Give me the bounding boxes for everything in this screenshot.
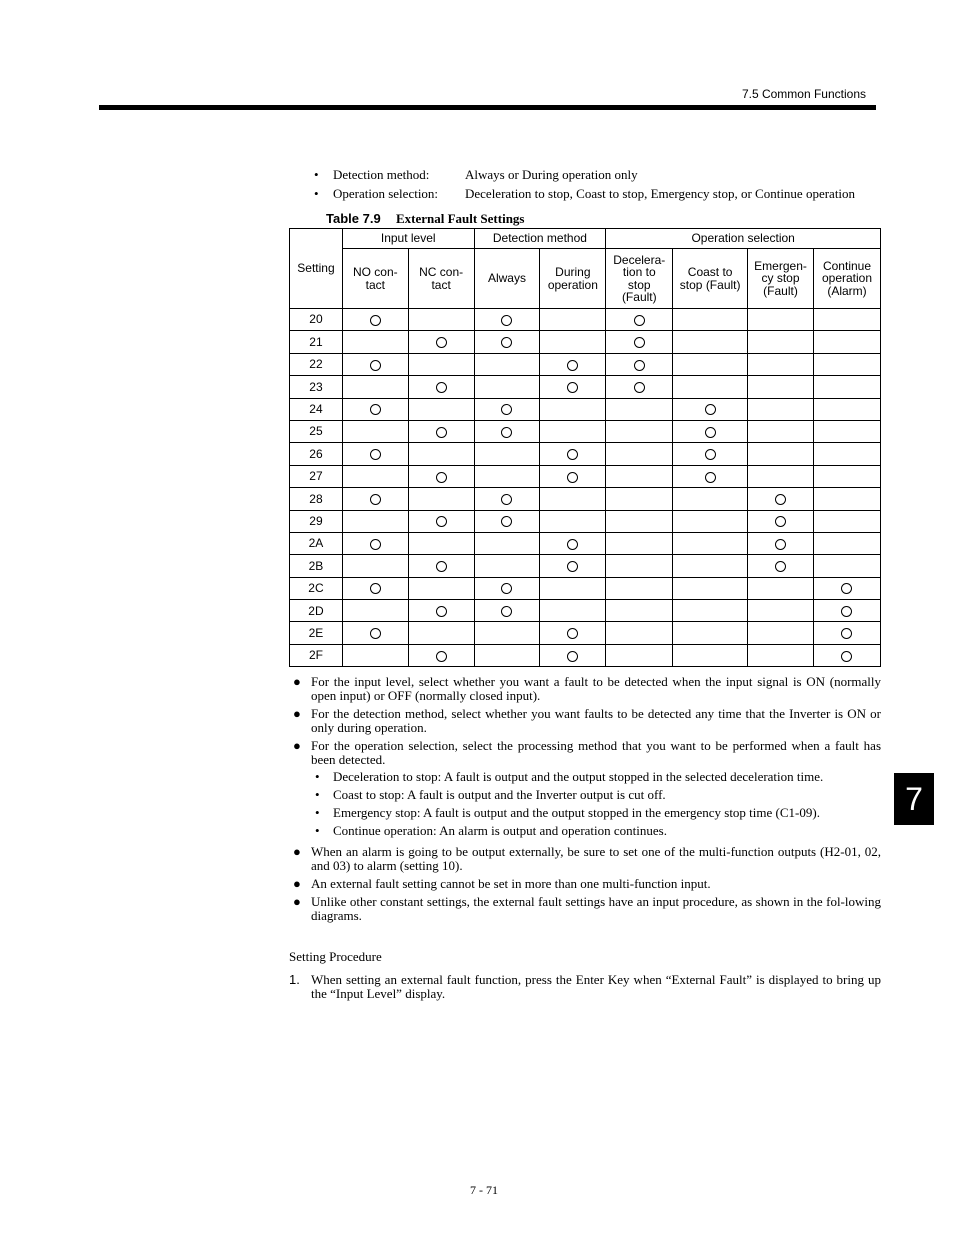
circle-mark-icon bbox=[705, 427, 716, 438]
circle-mark-icon bbox=[501, 494, 512, 505]
col-nc-contact: NC con- tact bbox=[408, 249, 474, 309]
mark-cell bbox=[606, 353, 673, 375]
circle-mark-icon bbox=[567, 628, 578, 639]
mark-cell bbox=[408, 420, 474, 442]
circle-mark-icon bbox=[436, 337, 447, 348]
bullet-dot: ● bbox=[293, 706, 301, 721]
mark-cell bbox=[748, 644, 814, 666]
note-item bbox=[289, 877, 881, 891]
setting-cell: 2E bbox=[290, 622, 343, 644]
note-item bbox=[289, 675, 881, 703]
mark-cell bbox=[606, 555, 673, 577]
circle-mark-icon bbox=[634, 360, 645, 371]
note-text: Unlike other constant settings, the external fault settings have an input procedure, as shown in the fol-lowing diagrams. bbox=[311, 894, 881, 923]
circle-mark-icon bbox=[775, 561, 786, 572]
mark-cell bbox=[813, 443, 880, 465]
sub-bullet-dot: • bbox=[315, 769, 320, 784]
mark-cell bbox=[748, 353, 814, 375]
table-row bbox=[290, 577, 881, 599]
setting-cell: 2B bbox=[290, 555, 343, 577]
circle-mark-icon bbox=[436, 427, 447, 438]
note-item bbox=[289, 707, 881, 735]
intro-value: Always or During operation only bbox=[465, 167, 638, 182]
mark-cell bbox=[342, 510, 408, 532]
circle-mark-icon bbox=[567, 449, 578, 460]
mark-cell bbox=[748, 465, 814, 487]
mark-cell bbox=[342, 331, 408, 353]
circle-mark-icon bbox=[370, 315, 381, 326]
sub-note-text: Continue operation: An alarm is output and operation continues. bbox=[333, 823, 667, 838]
circle-mark-icon bbox=[634, 337, 645, 348]
mark-cell bbox=[606, 331, 673, 353]
circle-mark-icon bbox=[501, 516, 512, 527]
intro-item-detection bbox=[314, 166, 855, 185]
mark-cell bbox=[540, 309, 606, 331]
mark-cell bbox=[408, 644, 474, 666]
circle-mark-icon bbox=[705, 404, 716, 415]
circle-mark-icon bbox=[370, 404, 381, 415]
setting-cell: 20 bbox=[290, 309, 343, 331]
circle-mark-icon bbox=[705, 449, 716, 460]
mark-cell bbox=[408, 600, 474, 622]
mark-cell bbox=[606, 376, 673, 398]
mark-cell bbox=[342, 443, 408, 465]
circle-mark-icon bbox=[436, 606, 447, 617]
col-always: Always bbox=[474, 249, 540, 309]
table-caption-number: Table 7.9 bbox=[326, 211, 381, 226]
bullet-dot: ● bbox=[293, 894, 301, 909]
mark-cell bbox=[748, 376, 814, 398]
mark-cell bbox=[540, 398, 606, 420]
group-input-level: Input level bbox=[342, 229, 474, 249]
page-number: 7 - 71 bbox=[470, 1183, 498, 1197]
table-row bbox=[290, 331, 881, 353]
mark-cell bbox=[673, 331, 748, 353]
mark-cell bbox=[540, 465, 606, 487]
circle-mark-icon bbox=[634, 315, 645, 326]
mark-cell bbox=[540, 600, 606, 622]
mark-cell bbox=[673, 420, 748, 442]
mark-cell bbox=[748, 622, 814, 644]
setting-cell: 27 bbox=[290, 465, 343, 487]
mark-cell bbox=[474, 353, 540, 375]
sub-note-item bbox=[311, 824, 881, 838]
circle-mark-icon bbox=[775, 494, 786, 505]
note-item bbox=[289, 895, 881, 923]
circle-mark-icon bbox=[705, 472, 716, 483]
circle-mark-icon bbox=[567, 651, 578, 662]
mark-cell bbox=[474, 532, 540, 554]
intro-list bbox=[314, 166, 855, 203]
sub-note-item bbox=[311, 770, 881, 784]
mark-cell bbox=[813, 398, 880, 420]
intro-key: Operation selection: bbox=[333, 185, 439, 201]
mark-cell bbox=[673, 532, 748, 554]
circle-mark-icon bbox=[567, 360, 578, 371]
circle-mark-icon bbox=[436, 472, 447, 483]
circle-mark-icon bbox=[775, 516, 786, 527]
mark-cell bbox=[606, 488, 673, 510]
mark-cell bbox=[673, 353, 748, 375]
mark-cell bbox=[748, 398, 814, 420]
setting-cell: 2A bbox=[290, 532, 343, 554]
mark-cell bbox=[408, 577, 474, 599]
circle-mark-icon bbox=[370, 360, 381, 371]
mark-cell bbox=[813, 309, 880, 331]
circle-mark-icon bbox=[841, 628, 852, 639]
setting-cell: 26 bbox=[290, 443, 343, 465]
circle-mark-icon bbox=[436, 516, 447, 527]
mark-cell bbox=[408, 331, 474, 353]
intro-key: Detection method: bbox=[333, 167, 430, 182]
mark-cell bbox=[408, 510, 474, 532]
col-coast-to-stop: Coast to stop (Fault) bbox=[673, 249, 748, 309]
mark-cell bbox=[540, 644, 606, 666]
setting-header: Setting bbox=[290, 229, 343, 309]
col-continue-operation: Continue operation (Alarm) bbox=[813, 249, 880, 309]
circle-mark-icon bbox=[370, 628, 381, 639]
mark-cell bbox=[474, 577, 540, 599]
mark-cell bbox=[474, 555, 540, 577]
mark-cell bbox=[474, 622, 540, 644]
sub-note-text: Deceleration to stop: A fault is output and the output stopped in the selected deceleration time. bbox=[333, 769, 824, 784]
mark-cell bbox=[474, 644, 540, 666]
circle-mark-icon bbox=[370, 449, 381, 460]
section-header: 7.5 Common Functions bbox=[741, 87, 866, 101]
col-no-contact: NO con- tact bbox=[342, 249, 408, 309]
mark-cell bbox=[673, 622, 748, 644]
bullet-dot: ● bbox=[293, 738, 301, 753]
sub-note-text: Coast to stop: A fault is output and the Inverter output is cut off. bbox=[333, 787, 666, 802]
mark-cell bbox=[408, 376, 474, 398]
mark-cell bbox=[748, 488, 814, 510]
mark-cell bbox=[748, 555, 814, 577]
table-row bbox=[290, 510, 881, 532]
mark-cell bbox=[540, 532, 606, 554]
mark-cell bbox=[540, 353, 606, 375]
mark-cell bbox=[748, 331, 814, 353]
mark-cell bbox=[474, 600, 540, 622]
mark-cell bbox=[748, 420, 814, 442]
table-row bbox=[290, 443, 881, 465]
table-caption bbox=[326, 211, 525, 227]
table-row bbox=[290, 600, 881, 622]
table-body bbox=[290, 309, 881, 667]
sub-bullet-dot: • bbox=[315, 805, 320, 820]
note-text: An external fault setting cannot be set in more than one multi-function input. bbox=[311, 876, 711, 891]
circle-mark-icon bbox=[567, 382, 578, 393]
circle-mark-icon bbox=[370, 583, 381, 594]
mark-cell bbox=[813, 420, 880, 442]
setting-cell: 2C bbox=[290, 577, 343, 599]
circle-mark-icon bbox=[567, 472, 578, 483]
circle-mark-icon bbox=[436, 651, 447, 662]
sub-bullet-dot: • bbox=[315, 787, 320, 802]
table-row bbox=[290, 398, 881, 420]
mark-cell bbox=[342, 555, 408, 577]
mark-cell bbox=[408, 555, 474, 577]
mark-cell bbox=[748, 309, 814, 331]
table-row bbox=[290, 532, 881, 554]
mark-cell bbox=[813, 353, 880, 375]
table-row bbox=[290, 376, 881, 398]
mark-cell bbox=[342, 644, 408, 666]
mark-cell bbox=[673, 376, 748, 398]
mark-cell bbox=[342, 532, 408, 554]
group-detection-method: Detection method bbox=[474, 229, 606, 249]
header-rule bbox=[99, 105, 876, 110]
mark-cell bbox=[474, 420, 540, 442]
table-caption-title: External Fault Settings bbox=[395, 211, 525, 226]
note-text: For the operation selection, select the processing method that you want to be performed when a fault has been detected. bbox=[311, 738, 881, 767]
col-emergency-stop: Emergen- cy stop (Fault) bbox=[748, 249, 814, 309]
bullet-dot: ● bbox=[293, 674, 301, 689]
mark-cell bbox=[408, 398, 474, 420]
mark-cell bbox=[813, 644, 880, 666]
mark-cell bbox=[408, 465, 474, 487]
mark-cell bbox=[606, 600, 673, 622]
bullet-dot: • bbox=[314, 167, 319, 182]
bullet-dot: ● bbox=[293, 876, 301, 891]
setting-cell: 29 bbox=[290, 510, 343, 532]
setting-cell: 2D bbox=[290, 600, 343, 622]
table-row bbox=[290, 309, 881, 331]
mark-cell bbox=[813, 488, 880, 510]
mark-cell bbox=[673, 555, 748, 577]
note-item bbox=[289, 845, 881, 873]
mark-cell bbox=[408, 309, 474, 331]
circle-mark-icon bbox=[501, 337, 512, 348]
procedure-step bbox=[289, 973, 881, 1001]
group-operation-selection: Operation selection bbox=[606, 229, 881, 249]
mark-cell bbox=[342, 353, 408, 375]
mark-cell bbox=[342, 488, 408, 510]
setting-cell: 22 bbox=[290, 353, 343, 375]
table-row bbox=[290, 644, 881, 666]
table-row bbox=[290, 465, 881, 487]
mark-cell bbox=[474, 465, 540, 487]
mark-cell bbox=[606, 465, 673, 487]
setting-cell: 21 bbox=[290, 331, 343, 353]
mark-cell bbox=[813, 555, 880, 577]
mark-cell bbox=[540, 577, 606, 599]
mark-cell bbox=[748, 532, 814, 554]
intro-item-operation bbox=[314, 185, 855, 204]
mark-cell bbox=[342, 600, 408, 622]
mark-cell bbox=[474, 331, 540, 353]
circle-mark-icon bbox=[567, 539, 578, 550]
mark-cell bbox=[474, 376, 540, 398]
setting-cell: 2F bbox=[290, 644, 343, 666]
mark-cell bbox=[342, 309, 408, 331]
col-during-operation: During operation bbox=[540, 249, 606, 309]
circle-mark-icon bbox=[501, 315, 512, 326]
circle-mark-icon bbox=[841, 651, 852, 662]
mark-cell bbox=[540, 376, 606, 398]
col-decel-to-stop: Decelera- tion to stop (Fault) bbox=[606, 249, 673, 309]
mark-cell bbox=[540, 510, 606, 532]
intro-value: Deceleration to stop, Coast to stop, Emergency stop, or Continue operation bbox=[465, 185, 856, 201]
mark-cell bbox=[813, 622, 880, 644]
mark-cell bbox=[673, 577, 748, 599]
mark-cell bbox=[606, 443, 673, 465]
note-text: For the detection method, select whether you want faults to be detected any time that the Inverter is ON or only during operation. bbox=[311, 706, 881, 735]
mark-cell bbox=[474, 443, 540, 465]
mark-cell bbox=[474, 309, 540, 331]
mark-cell bbox=[606, 398, 673, 420]
bullet-dot: ● bbox=[293, 844, 301, 859]
circle-mark-icon bbox=[634, 382, 645, 393]
circle-mark-icon bbox=[370, 539, 381, 550]
mark-cell bbox=[474, 510, 540, 532]
circle-mark-icon bbox=[841, 606, 852, 617]
sub-note-text: Emergency stop: A fault is output and the output stopped in the emergency stop time (C1-09). bbox=[333, 805, 820, 820]
sub-note-item bbox=[311, 788, 881, 802]
mark-cell bbox=[342, 376, 408, 398]
step-number: 1. bbox=[289, 972, 300, 987]
mark-cell bbox=[606, 309, 673, 331]
step-text: When setting an external fault function, press the Enter Key when “External Fault” is displayed to bring up the “Input Level” display. bbox=[311, 972, 881, 1001]
chapter-tab: 7 bbox=[894, 773, 934, 825]
circle-mark-icon bbox=[501, 606, 512, 617]
mark-cell bbox=[474, 488, 540, 510]
mark-cell bbox=[673, 465, 748, 487]
mark-cell bbox=[748, 510, 814, 532]
mark-cell bbox=[408, 488, 474, 510]
mark-cell bbox=[813, 532, 880, 554]
mark-cell bbox=[606, 532, 673, 554]
mark-cell bbox=[540, 443, 606, 465]
mark-cell bbox=[540, 622, 606, 644]
mark-cell bbox=[540, 488, 606, 510]
mark-cell bbox=[474, 398, 540, 420]
mark-cell bbox=[813, 577, 880, 599]
mark-cell bbox=[813, 331, 880, 353]
mark-cell bbox=[673, 488, 748, 510]
mark-cell bbox=[342, 465, 408, 487]
mark-cell bbox=[540, 420, 606, 442]
table-row bbox=[290, 488, 881, 510]
mark-cell bbox=[606, 510, 673, 532]
circle-mark-icon bbox=[370, 494, 381, 505]
note-item bbox=[289, 739, 881, 767]
mark-cell bbox=[408, 622, 474, 644]
setting-cell: 28 bbox=[290, 488, 343, 510]
note-text: When an alarm is going to be output externally, be sure to set one of the multi-function outputs (H2-01, 02, and 03) to alarm (setting 10). bbox=[311, 844, 881, 873]
mark-cell bbox=[342, 398, 408, 420]
sub-note-item bbox=[311, 806, 881, 820]
circle-mark-icon bbox=[567, 561, 578, 572]
circle-mark-icon bbox=[501, 404, 512, 415]
mark-cell bbox=[673, 510, 748, 532]
table-row bbox=[290, 622, 881, 644]
table-row bbox=[290, 555, 881, 577]
table-row bbox=[290, 353, 881, 375]
mark-cell bbox=[606, 644, 673, 666]
mark-cell bbox=[342, 420, 408, 442]
mark-cell bbox=[342, 622, 408, 644]
mark-cell bbox=[342, 577, 408, 599]
mark-cell bbox=[408, 532, 474, 554]
mark-cell bbox=[813, 376, 880, 398]
circle-mark-icon bbox=[841, 583, 852, 594]
setting-cell: 25 bbox=[290, 420, 343, 442]
mark-cell bbox=[408, 353, 474, 375]
mark-cell bbox=[813, 465, 880, 487]
setting-cell: 24 bbox=[290, 398, 343, 420]
procedure-heading: Setting Procedure bbox=[289, 949, 382, 964]
mark-cell bbox=[606, 622, 673, 644]
mark-cell bbox=[748, 443, 814, 465]
mark-cell bbox=[540, 331, 606, 353]
mark-cell bbox=[673, 600, 748, 622]
mark-cell bbox=[408, 443, 474, 465]
mark-cell bbox=[606, 577, 673, 599]
notes-list bbox=[289, 675, 881, 927]
mark-cell bbox=[748, 577, 814, 599]
setting-cell: 23 bbox=[290, 376, 343, 398]
mark-cell bbox=[673, 398, 748, 420]
mark-cell bbox=[540, 555, 606, 577]
circle-mark-icon bbox=[501, 427, 512, 438]
external-fault-table bbox=[289, 228, 881, 667]
circle-mark-icon bbox=[436, 561, 447, 572]
circle-mark-icon bbox=[501, 583, 512, 594]
mark-cell bbox=[813, 600, 880, 622]
mark-cell bbox=[748, 600, 814, 622]
circle-mark-icon bbox=[436, 382, 447, 393]
bullet-dot: • bbox=[314, 185, 319, 201]
table-row bbox=[290, 420, 881, 442]
sub-bullet-dot: • bbox=[315, 823, 320, 838]
mark-cell bbox=[673, 443, 748, 465]
circle-mark-icon bbox=[775, 539, 786, 550]
mark-cell bbox=[673, 309, 748, 331]
note-text: For the input level, select whether you want a fault to be detected when the input signal is ON (normally open input) or OFF (normally closed input). bbox=[311, 674, 881, 703]
mark-cell bbox=[606, 420, 673, 442]
mark-cell bbox=[673, 644, 748, 666]
mark-cell bbox=[813, 510, 880, 532]
